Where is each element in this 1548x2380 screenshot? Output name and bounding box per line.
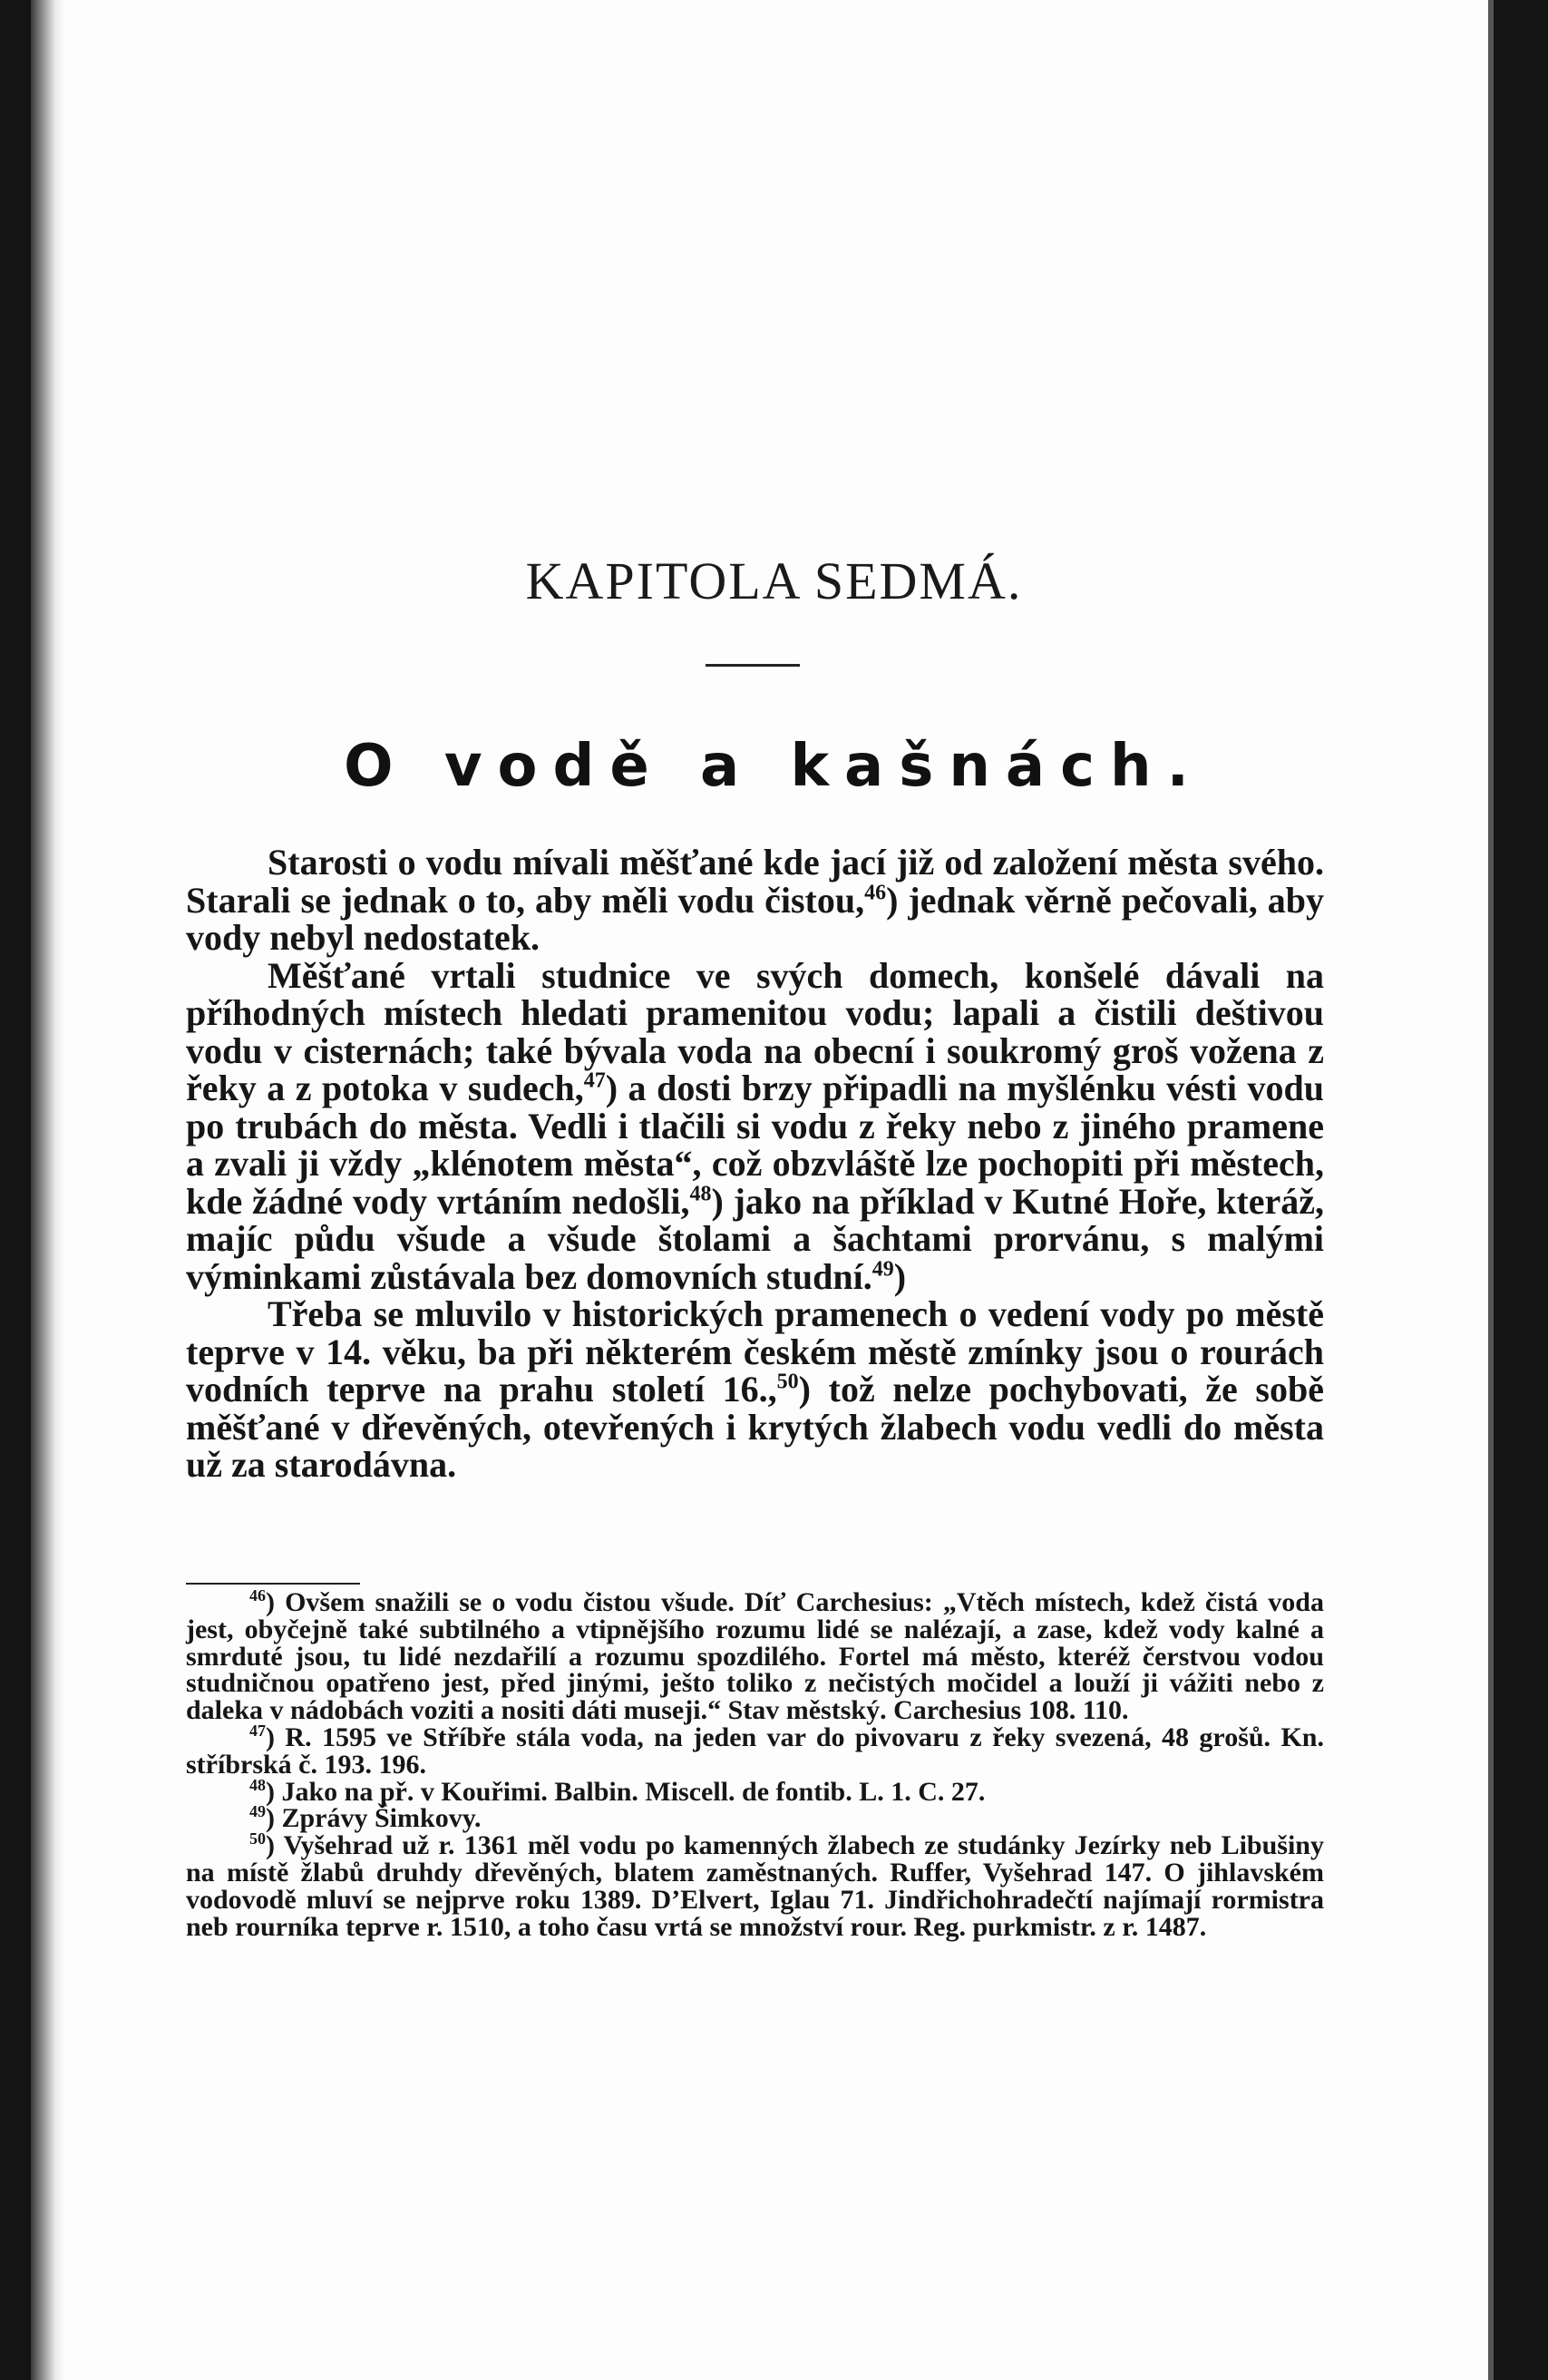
left-page-shadow <box>31 0 65 2380</box>
footnote-divider <box>186 1583 360 1585</box>
footnote-ref-50: 50 <box>776 1370 799 1394</box>
main-text <box>186 844 1324 1484</box>
footnote-49: $^{49}$) Zprávy Šimkovy. <box>249 1802 482 1834</box>
footnote-ref-46: 46 <box>864 881 887 905</box>
footnote-50: $^{50}$) Vyšehrad už r. 1361 měl vodu po kamenných žlabech ze studánky Jezírky neb Libušiny na místě žlabů druhdy dřevěných, blatem zaměstnaných. Ruffer, Vyšehrad 147. O jihlavském vodovodě mluví se nejprve roku 1389. D’Elvert, Iglau 71. Jindřichohradečtí najímají rormistra neb rourníka teprve r. 1510, a toho času vrtá se množství rour. Reg. purkmistr. z r. 1487. <box>186 1829 1324 1942</box>
paragraph-3: Třeba se mluvilo v historických pramenech o vedení vody po městě teprve v 14. věku, ba při některém českém městě zmínky jsou o rourách vodních teprve na prahu století 16.,$^{50}$) tož nelze pochybovati, že sobě měšťané v dřevěných, otevřených i krytých žlabech vodu vedli do města už za starodávna. <box>186 1293 1325 1485</box>
chapter-heading: KAPITOLA SEDMÁ. <box>525 551 1023 610</box>
footnote-48: $^{48}$) Jako na př. v Kouřimi. Balbin. Miscell. de fontib. L. 1. C. 27. <box>249 1775 986 1807</box>
footnote-47: $^{47}$) R. 1595 ve Stříbře stála voda, na jeden var do pivovaru z řeky svezená, 48 grošů. Kn. stříbrská č. 193. 196. <box>186 1721 1324 1780</box>
right-page-edge <box>1488 0 1494 2380</box>
footnote-ref-48: 48 <box>689 1182 712 1206</box>
chapter-divider <box>706 664 800 667</box>
footnote-ref-47: 47 <box>583 1068 606 1093</box>
paragraph-2: Měšťané vrtali studnice ve svých domech, konšelé dávali na příhodných místech hledati pramenitou vodu; lapali a čistili deštivou vodu v cisternách; také bývala voda na obecní i soukromý groš vožena z řeky a z potoka v sudech,$^{47}$) a dosti brzy připadli na myšlénku vésti vodu po trubách do města. Vedli i tlačili si vodu z řeky nebo z jiného pramene a zvali ji vždy „klénotem města“, což obzvláště lze pochopiti při městech, kde žádné vody vrtáním nedošli,$^{48}$) jako na příklad v Kutné Hoře, kteráž, majíc půdu všude a všude štolami a šachtami prorvánu, s malými výminkami zůstávala bez domovních studní.$^{49}$) <box>186 954 1324 1297</box>
left-scan-border <box>0 0 31 2380</box>
footnotes <box>186 1586 1324 1942</box>
right-scan-border <box>1494 0 1548 2380</box>
paragraph-1: Starosti o vodu mívali měšťané kde jací již od založení města svého. Starali se jednak o to, aby měli vodu čistou,$^{46}$) jednak věrně pečovali, aby vody nebyl nedostatek. <box>186 842 1324 958</box>
footnote-ref-49: 49 <box>871 1257 894 1282</box>
footnote-46: $^{46}$) Ovšem snažili se o vodu čistou všude. Díť Carchesius: „Vtěch místech, kdež čistá voda jest, obyčejně také subtilného a vtipnějšího rozumu lidé se nalézají, a zase, kdež vody kalné a smrduté jsou, tu lidé nezdařilí a rozumu spozdilého. Fortel má město, kteréž čerstvou vodou studničnou opatřeno jest, před jinými, ješto toliko z nečistých močidel a louží ji vážiti nebo z daleka v nádobách voziti a nositi dáti museji.“ Stav městský. Carchesius 108. 110. <box>186 1586 1324 1726</box>
chapter-title: O vodě a kašnách. <box>344 733 1204 800</box>
